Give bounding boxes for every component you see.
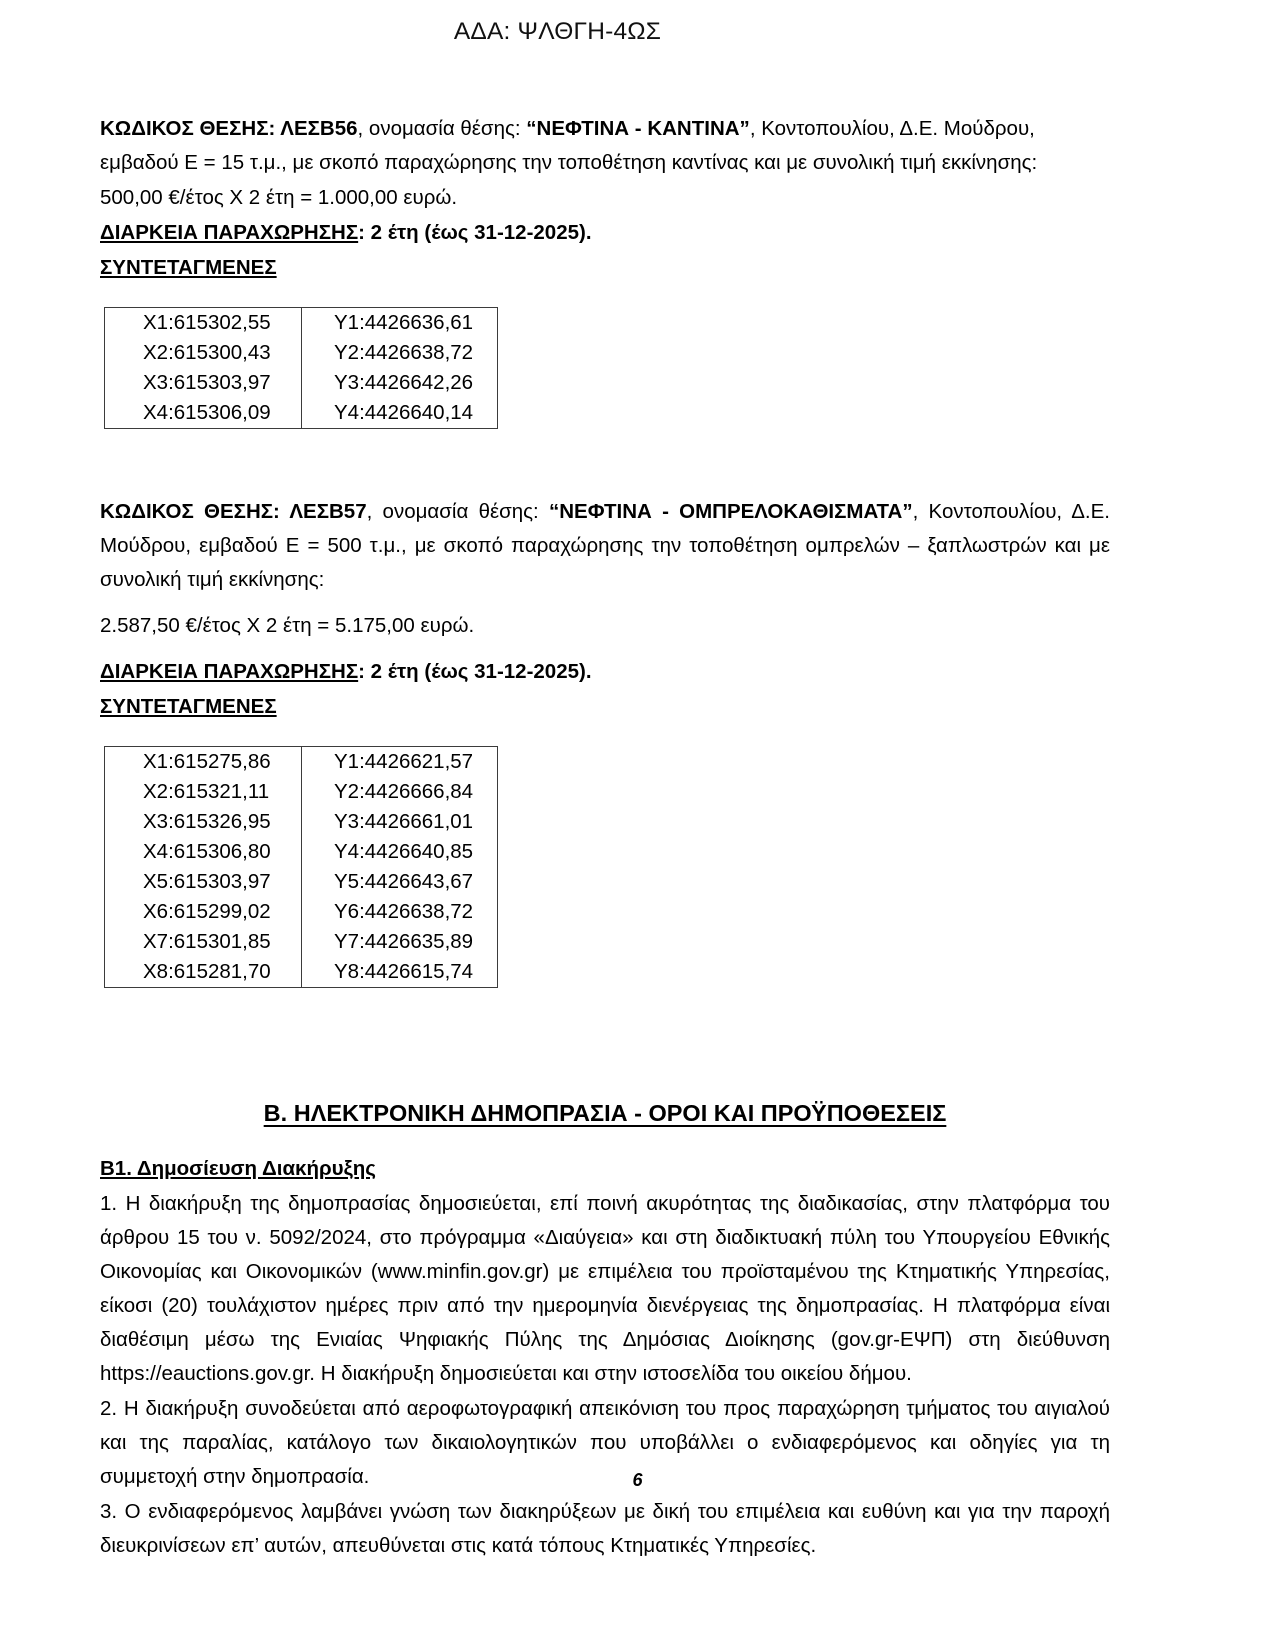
coordinate-x-value: X5:615303,97 (143, 870, 271, 893)
coordinate-y-value: Y2:4426666,84 (334, 780, 474, 803)
coordinate-x-cell (105, 867, 302, 897)
coordinate-y-cell (302, 398, 498, 429)
coordinate-x-cell (105, 338, 302, 368)
position-code: ΚΩΔΙΚΟΣ ΘΕΣΗΣ: ΛΕΣΒ57 (100, 500, 367, 523)
position-entry-lesb57 (100, 495, 1110, 988)
coordinate-x-value: X1:615302,55 (143, 311, 271, 334)
coordinates-label (100, 251, 1110, 285)
subsection-b1-paragraph-2: 2. Η διακήρυξη συνοδεύεται από αεροφωτογραφική απεικόνιση του προς παραχώρηση τμήματος του αιγιαλού και της παραλίας, κατάλογο των δικαιολογητικών που υποβάλλει ο ενδιαφερόμενος και οδηγίες για τη συμμετοχή στην δημοπρασία. (100, 1397, 1110, 1488)
coordinate-x-value: X4:615306,09 (143, 401, 271, 424)
coordinate-y-cell (302, 308, 498, 339)
table-row (105, 308, 498, 339)
duration-line (100, 655, 1110, 689)
subsection-b1-paragraph-1: 1. Η διακήρυξη της δημοπρασίας δημοσιεύεται, επί ποινή ακυρότητας της διαδικασίας, στην πλατφόρμα του άρθρου 15 του ν. 5092/2024, στο πρόγραμμα «Διαύγεια» και στη διαδικτυακή πύλη του Υπουργείου Εθνικής Οικονομίας και Οικονομικών (www.minfin.gov.gr) με επιμέλεια του προϊσταμένου της Κτηματικής Υπηρεσίας, είκοσι (20) τουλάχιστον ημέρες πριν από την ημερομηνία διενέργειας της δημοπρασίας. Η πλατφόρμα είναι διαθέσιμη μέσω της Ενιαίας Ψηφιακής Πύλης της Δημόσιας Διοίκησης (gov.gr-ΕΨΠ) στη διεύθυνση https://eauctions.gov.gr. Η διακήρυξη δημοσιεύεται και στην ιστοσελίδα του οικείου δήμου. (100, 1192, 1110, 1385)
table-row (105, 807, 498, 837)
coordinate-x-cell (105, 897, 302, 927)
coordinate-y-value: Y2:4426638,72 (334, 341, 474, 364)
coordinates-table-lesb56 (104, 307, 498, 429)
subsection-b1-title: Β1. Δημοσίευση Διακήρυξης (100, 1157, 376, 1180)
duration-label: ΔΙΑΡΚΕΙΑ ΠΑΡΑΧΩΡΗΣΗΣ (100, 660, 359, 683)
position-description (100, 495, 1110, 597)
table-row (105, 777, 498, 807)
spacer (100, 1054, 1110, 1100)
coordinate-x-value: X3:615303,97 (143, 371, 271, 394)
table-row (105, 927, 498, 957)
coordinate-x-cell (105, 747, 302, 778)
spacer (100, 644, 1110, 655)
document-body (100, 112, 1110, 1564)
table-row (105, 338, 498, 368)
coordinate-y-value: Y3:4426642,26 (334, 371, 474, 394)
duration-value: : 2 έτη (έως 31-12-2025). (358, 660, 592, 683)
table-row (105, 957, 498, 988)
duration-line (100, 216, 1110, 250)
coordinate-y-cell (302, 368, 498, 398)
section-b-heading (100, 1100, 1110, 1127)
table-row (105, 837, 498, 867)
coordinate-y-cell (302, 338, 498, 368)
coordinate-x-cell (105, 957, 302, 988)
coordinate-x-cell (105, 308, 302, 339)
coordinate-y-cell (302, 957, 498, 988)
coordinates-label-text: ΣΥΝΤΕΤΑΓΜΕΝΕΣ (100, 256, 277, 279)
coordinate-y-value: Y1:4426621,57 (334, 750, 474, 773)
position-name: “ΝΕΦΤΙΝΑ - ΚΑΝΤΙΝΑ” (526, 117, 750, 140)
position-name: “ΝΕΦΤΙΝΑ - ΟΜΠΡΕΛΟΚΑΘΙΣΜΑΤΑ” (549, 500, 913, 523)
coordinates-label-text: ΣΥΝΤΕΤΑΓΜΕΝΕΣ (100, 695, 277, 718)
coordinate-y-value: Y7:4426635,89 (334, 930, 474, 953)
position-details: , Κοντοπουλίου, Δ.Ε. Μούδρου, εμβαδού Ε = 500 τ.μ., με σκοπό παραχώρησης την τοποθέτηση ομπρελών – ξαπλωστρών και με συνολική τιμή εκκίνησης: (100, 500, 1110, 591)
position-price: 500,00 €/έτος Χ 2 έτη = 1.000,00 ευρώ. (100, 186, 458, 209)
position-description (100, 112, 1110, 180)
coordinate-y-value: Y3:4426661,01 (334, 810, 474, 833)
table-row (105, 897, 498, 927)
table-row (105, 867, 498, 897)
ada-header: ΑΔΑ: ΨΛΘΓΗ-4ΩΣ (453, 18, 662, 45)
coordinate-x-cell (105, 777, 302, 807)
coordinate-y-cell (302, 897, 498, 927)
coordinate-x-cell (105, 837, 302, 867)
table-row (105, 747, 498, 778)
coordinate-y-cell (302, 867, 498, 897)
duration-value: : 2 έτη (έως 31-12-2025). (358, 221, 592, 244)
coordinate-x-value: X2:615321,11 (143, 780, 270, 803)
coordinate-y-value: Y4:4426640,85 (334, 840, 474, 863)
spacer (100, 429, 1110, 495)
position-code: ΚΩΔΙΚΟΣ ΘΕΣΗΣ: ΛΕΣΒ56 (100, 117, 358, 140)
position-entry-lesb56 (100, 112, 1110, 429)
coordinate-y-cell (302, 777, 498, 807)
coordinate-y-cell (302, 927, 498, 957)
coordinate-x-value: X7:615301,85 (143, 930, 271, 953)
coordinate-x-value: X6:615299,02 (143, 900, 271, 923)
coordinate-x-value: X2:615300,43 (143, 341, 271, 364)
spacer (100, 598, 1110, 609)
coordinate-y-cell (302, 837, 498, 867)
position-price: 2.587,50 €/έτος Χ 2 έτη = 5.175,00 ευρώ. (100, 614, 475, 637)
coordinate-x-value: X4:615306,80 (143, 840, 271, 863)
coordinate-y-value: Y8:4426615,74 (334, 960, 474, 983)
coordinate-y-value: Y4:4426640,14 (334, 401, 474, 424)
coordinate-x-value: X8:615281,70 (143, 960, 271, 983)
coordinate-y-cell (302, 747, 498, 778)
spacer (100, 1127, 1110, 1153)
table-row (105, 398, 498, 429)
position-name-intro: , ονομασία θέσης: (357, 117, 527, 140)
coordinate-x-value: X1:615275,86 (143, 750, 271, 773)
coordinates-table-lesb57 (104, 746, 498, 988)
coordinate-x-cell (105, 398, 302, 429)
coordinate-y-cell (302, 807, 498, 837)
position-details: , Κοντοπουλίου, Δ.Ε. Μούδρου, εμβαδού Ε = 15 τ.μ., με σκοπό παραχώρησης την τοποθέτηση καντίνας και με συνολική τιμή εκκίνησης: (100, 117, 1038, 174)
coordinate-y-value: Y1:4426636,61 (334, 311, 474, 334)
coordinate-x-cell (105, 807, 302, 837)
coordinates-label (100, 690, 1110, 724)
section-b-heading-text: Β. ΗΛΕΚΤΡΟΝΙΚΗ ΔΗΜΟΠΡΑΣΙΑ - ΟΡΟΙ ΚΑΙ ΠΡΟΫΠΟΘΕΣΕΙΣ (263, 1100, 947, 1126)
coordinate-x-cell (105, 927, 302, 957)
page-number: 6 (632, 1470, 643, 1490)
subsection-b1-paragraph-3: 3. Ο ενδιαφερόμενος λαμβάνει γνώση των διακηρύξεων με δική του επιμέλεια και ευθύνη και για την παροχή διευκρινίσεων επ’ αυτών, απευθύνεται στις κατά τόπους Κτηματικές Υπηρεσίες. (100, 1500, 1110, 1557)
coordinate-y-value: Y5:4426643,67 (334, 870, 474, 893)
coordinate-y-value: Y6:4426638,72 (334, 900, 474, 923)
coordinate-x-value: X3:615326,95 (143, 810, 271, 833)
spacer (100, 988, 1110, 1054)
position-name-intro: , ονομασία θέσης: (366, 500, 549, 523)
duration-label: ΔΙΑΡΚΕΙΑ ΠΑΡΑΧΩΡΗΣΗΣ (100, 221, 359, 244)
coordinate-x-cell (105, 368, 302, 398)
table-row (105, 368, 498, 398)
